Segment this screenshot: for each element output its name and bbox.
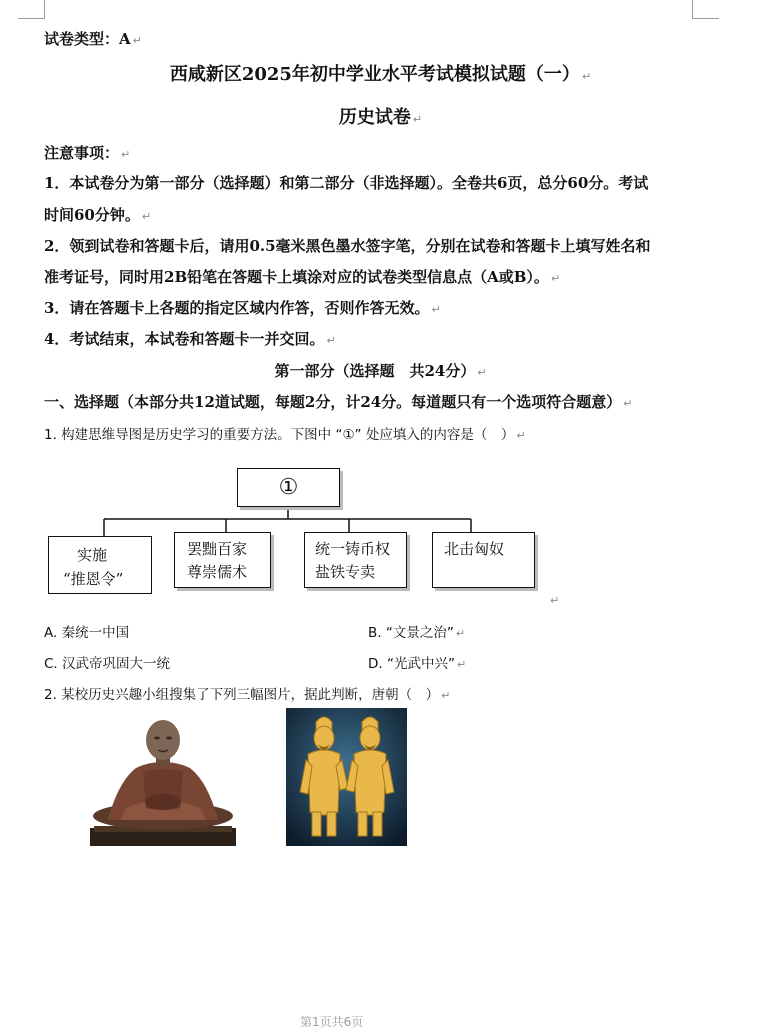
question-2-stem-line: 2. 某校历史兴趣小组搜集了下列三幅图片，据此判断，唐朝（ ） ↵ <box>44 687 451 703</box>
option-b: B. “文景之治” ↵ <box>368 625 466 641</box>
part1-heading-line: 第一部分（选择题 共24分） ↵ <box>274 362 487 380</box>
option-c: C. 汉武帝巩固大一统 <box>44 656 171 672</box>
part1-heading: 第一部分（选择题 共24分） <box>274 362 476 380</box>
notice-item: 时间60分钟。 ↵ <box>44 206 152 224</box>
mind-map-node-3: 统一铸币权 盐铁专卖 <box>304 532 407 588</box>
notice-item: 3．请在答题卡上各题的指定区域内作答，否则作答无效。 ↵ <box>44 299 441 317</box>
mind-map-root <box>237 468 340 507</box>
exam-subtitle-line: 历史试卷 ↵ <box>338 107 423 128</box>
section1-heading-line: 一、选择题（本部分共12道试题，每题2分，计24分。每道题只有一个选项符合题意） ↵ <box>44 393 633 411</box>
exam-subtitle: 历史试卷 <box>338 107 411 128</box>
question-1-stem: 1. 构建思维导图是历史学习的重要方法。下图中 “①” 处应填入的内容是（ ） <box>44 427 515 443</box>
mind-map-node-2: 罢黜百家 尊崇儒术 <box>174 532 271 588</box>
notice-item: 1．本试卷分为第一部分（选择题）和第二部分（非选择题）。全卷共6页，总分60分。考试 <box>44 174 649 192</box>
exam-title: 西咸新区2025年初中学业水平考试模拟试题（一） <box>169 64 580 85</box>
seated-monk-statue-image <box>88 712 238 846</box>
exam-type-line: 试卷类型：A ↵ <box>44 30 142 48</box>
exam-title-line: 西咸新区2025年初中学业水平考试模拟试题（一） ↵ <box>169 64 592 85</box>
mind-map-node-1: 实施 “推恩令” <box>48 536 152 594</box>
notice-item: 4．考试结束，本试卷和答题卡一并交回。 ↵ <box>44 330 336 348</box>
question-2-stem: 2. 某校历史兴趣小组搜集了下列三幅图片，据此判断，唐朝（ ） <box>44 687 440 703</box>
notice-item: 准考证号，同时用2B铅笔在答题卡上填涂对应的试卷类型信息点（A或B）。 ↵ <box>44 268 561 286</box>
paragraph-mark: ↵ <box>550 594 560 607</box>
section1-heading: 一、选择题（本部分共12道试题，每题2分，计24分。每道题只有一个选项符合题意） <box>44 393 622 411</box>
page-footer: 第1页共6页 <box>300 1015 364 1029</box>
two-figurines-image <box>286 708 407 846</box>
notice-item: 2．领到试卷和答题卡后，请用0.5毫米黑色墨水签字笔，分别在试卷和答题卡上填写姓名和 <box>44 237 651 255</box>
option-d: D. “光武中兴” ↵ <box>368 656 467 672</box>
mind-map-root-label: ① <box>278 475 299 500</box>
option-a: A. 秦统一中国 <box>44 625 130 641</box>
notice-heading: 注意事项： <box>44 144 120 162</box>
mind-map-node-4: 北击匈奴 <box>432 532 535 588</box>
question-1-stem-line: 1. 构建思维导图是历史学习的重要方法。下图中 “①” 处应填入的内容是（ ） ↵ <box>44 427 526 443</box>
notice-heading-line: 注意事项： ↵ <box>44 144 131 162</box>
exam-type: 试卷类型：A <box>44 30 131 48</box>
